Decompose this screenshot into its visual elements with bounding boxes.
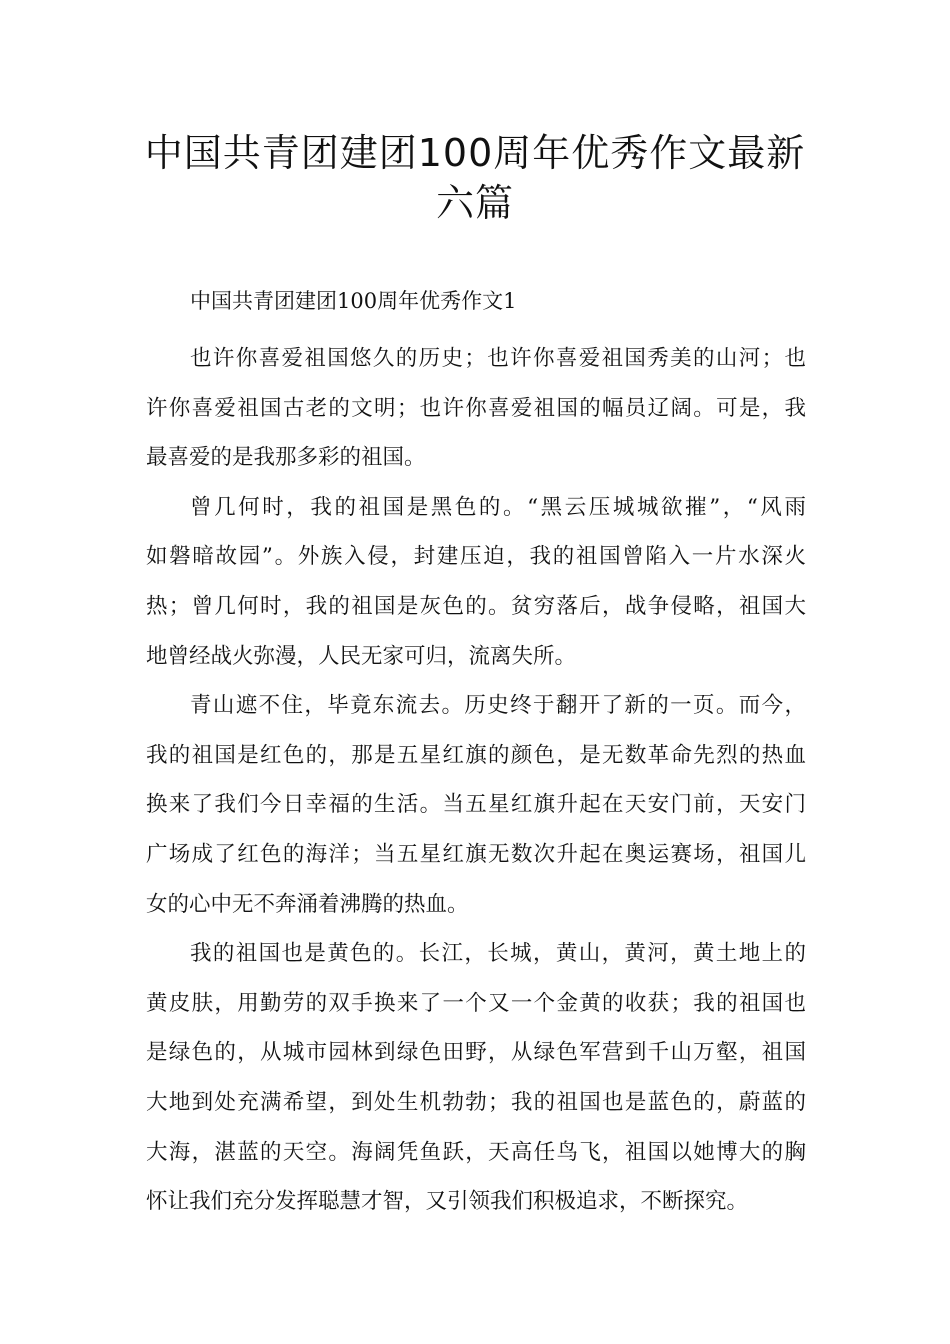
text-line: 青山遮不住，毕竟东流去。历史终于翻开了新的一页。而今， bbox=[190, 693, 806, 719]
text-line: 如磐暗故园”。外族入侵，封建压迫，我的祖国曾陷入一片水深火 bbox=[146, 544, 806, 570]
text-line: 也许你喜爱祖国悠久的历史；也许你喜爱祖国秀美的山河；也 bbox=[190, 346, 806, 371]
title-line: 六篇 bbox=[435, 181, 514, 225]
text-line: 黄皮肤，用勤劳的双手换来了一个又一个金黄的收获；我的祖国也 bbox=[146, 990, 806, 1016]
text-line: 地曾经战火弥漫，人民无家可归，流离失所。 bbox=[146, 643, 577, 669]
text-line: 曾几何时，我的祖国是黑色的。“黑云压城城欲摧”，“风雨 bbox=[190, 494, 806, 520]
text-line: 是绿色的，从城市园林到绿色田野，从绿色军营到千山万壑，祖国 bbox=[146, 1040, 806, 1066]
text-line: 怀让我们充分发挥聪慧才智，又引领我们积极追求，不断探究。 bbox=[146, 1189, 749, 1215]
paragraph bbox=[146, 334, 806, 483]
text-line: 许你喜爱祖国古老的文明；也许你喜爱祖国的幅员辽阔。可是，我 bbox=[146, 395, 806, 421]
text-line: 大海，湛蓝的天空。海阔凭鱼跃，天高任鸟飞，祖国以她博大的胸 bbox=[146, 1139, 806, 1165]
text-line: 大地到处充满希望，到处生机勃勃；我的祖国也是蓝色的，蔚蓝的 bbox=[146, 1089, 806, 1115]
text-line: 最喜爱的是我那多彩的祖国。 bbox=[146, 445, 426, 471]
paragraph bbox=[146, 929, 806, 1227]
text-line: 热；曾几何时，我的祖国是灰色的。贫穷落后，战争侵略，祖国大 bbox=[146, 593, 806, 619]
paragraph bbox=[146, 483, 806, 681]
text-line: 换来了我们今日幸福的生活。当五星红旗升起在天安门前，天安门 bbox=[146, 792, 806, 818]
title-line: 中国共青团建团100周年优秀作文最新 bbox=[144, 131, 806, 175]
text-line: 我的祖国也是黄色的。长江，长城，黄山，黄河，黄土地上的 bbox=[190, 941, 806, 967]
paragraph bbox=[146, 681, 806, 929]
text-line: 广场成了红色的海洋；当五星红旗无数次升起在奥运赛场，祖国儿 bbox=[146, 841, 806, 867]
article-body bbox=[146, 334, 806, 1227]
section-heading: 中国共青团建团100周年优秀作文1 bbox=[190, 289, 517, 313]
text-line: 我的祖国是红色的，那是五星红旗的颜色，是无数革命先烈的热血 bbox=[146, 742, 806, 768]
text-line: 女的心中无不奔涌着沸腾的热血。 bbox=[146, 891, 469, 917]
document-title bbox=[120, 128, 830, 228]
